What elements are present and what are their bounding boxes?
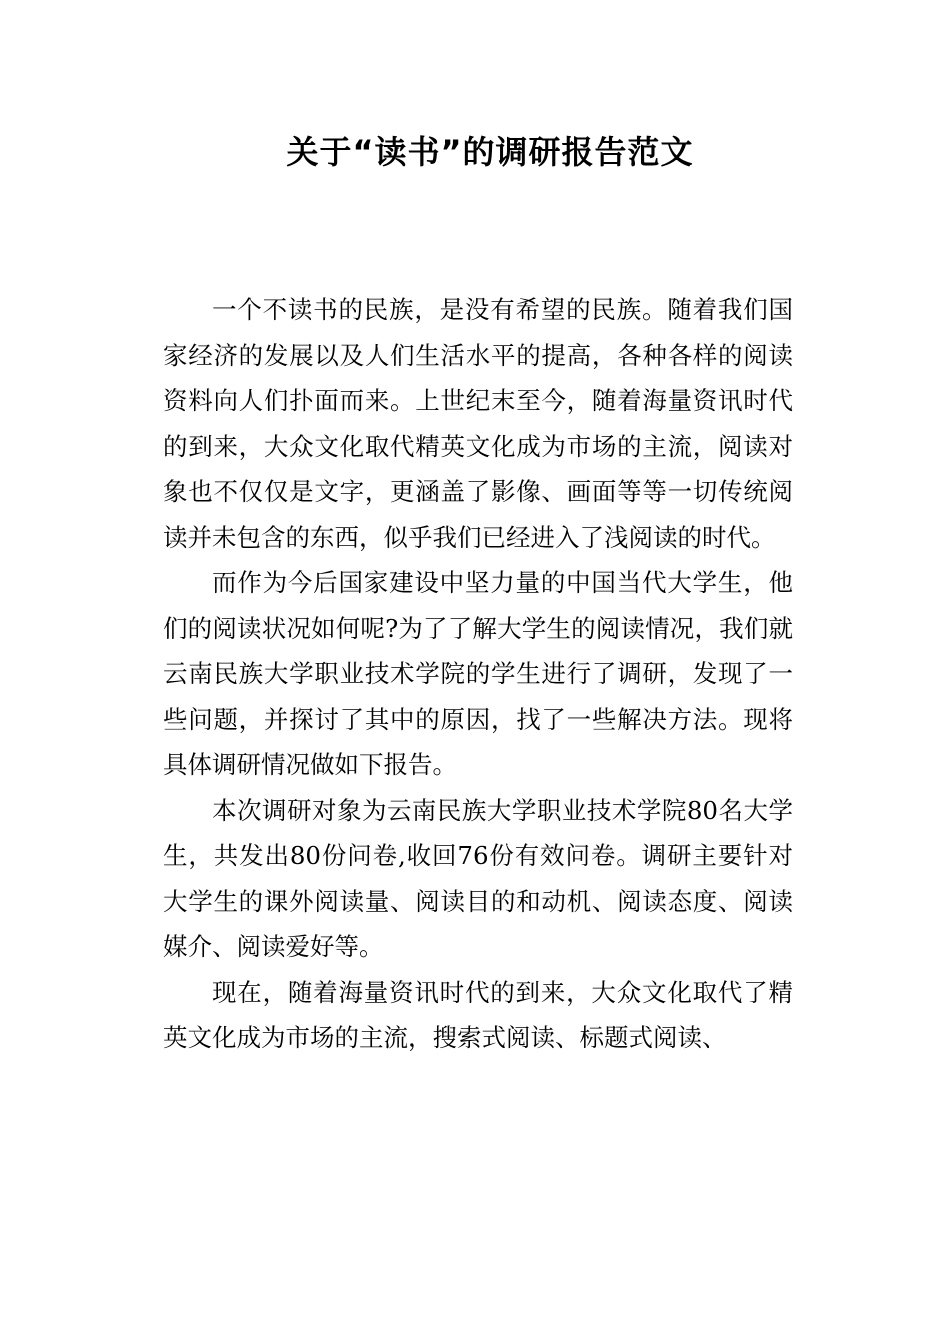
paragraph: 本次调研对象为云南民族大学职业技术学院80名大学生，共发出80份问卷,收回76份有效问卷。调研主要针对大学生的课外阅读量、阅读目的和动机、阅读态度、阅读媒介、阅读爱好等。 xyxy=(163,795,793,961)
paragraph: 而作为今后国家建设中坚力量的中国当代大学生，他们的阅读状况如何呢?为了了解大学生的阅读情况，我们就云南民族大学职业技术学院的学生进行了调研，发现了一些问题，并探讨了其中的原因，找了一些解决方法。现将具体调研情况做如下报告。 xyxy=(163,568,793,779)
document-title: 关于“读书”的调研报告范文 xyxy=(286,133,694,171)
paragraph: 现在，随着海量资讯时代的到来，大众文化取代了精英文化成为市场的主流，搜索式阅读、标题式阅读、 xyxy=(163,977,793,1052)
paragraph: 一个不读书的民族，是没有希望的民族。随着我们国家经济的发展以及人们生活水平的提高，各种各样的阅读资料向人们扑面而来。上世纪末至今，随着海量资讯时代的到来，大众文化取代精英文化成为市场的主流，阅读对象也不仅仅是文字，更涵盖了影像、画面等等一切传统阅读并未包含的东西，似乎我们已经进入了浅阅读的时代。 xyxy=(163,295,793,552)
document-body xyxy=(163,287,793,1061)
